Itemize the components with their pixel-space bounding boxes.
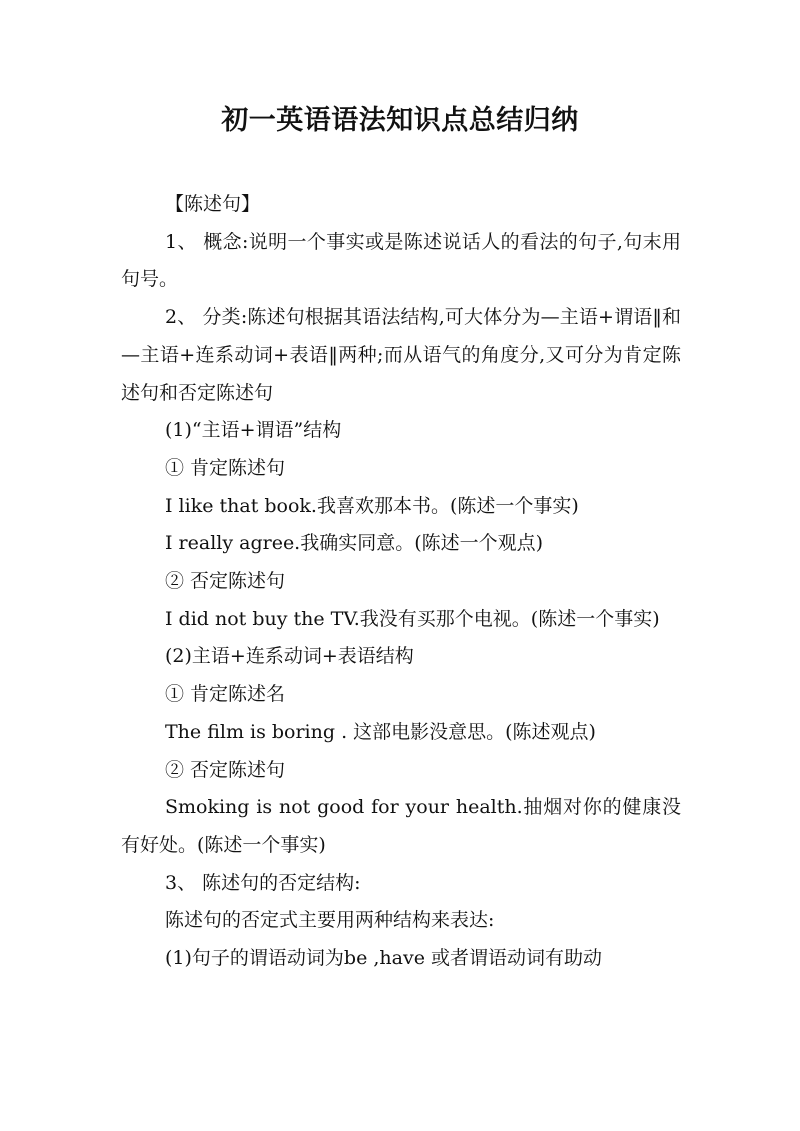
example-sentence: I did not buy the TV.我没有买那个电视。(陈述一个事实)	[165, 607, 660, 630]
page-title: 初一英语语法知识点总结归纳	[221, 105, 579, 136]
example-sentence: Smoking is not good for your health.抽烟对你的健康没有好处。(陈述一个事实)	[121, 796, 681, 856]
example-sentence: I like that book.我喜欢那本书。(陈述一个事实)	[165, 494, 579, 517]
paragraph: 陈述句的否定式主要用两种结构来表达:	[165, 909, 495, 932]
paragraph: 1、 概念:说明一个事实或是陈述说话人的看法的句子,句末用句号。	[121, 230, 681, 291]
paragraph: 3、 陈述句的否定结构:	[165, 871, 361, 894]
paragraph: 2、 分类:陈述句根据其语法结构,可大体分为—主语+谓语‖和—主语+连系动词+表语‖两种;而从语气的角度分,又可分为肯定陈述句和否定陈述句	[121, 306, 681, 404]
example-sentence: The film is boring . 这部电影没意思。(陈述观点)	[165, 720, 596, 743]
subheading: ① 肯定陈述名	[165, 683, 286, 706]
document-body	[121, 186, 681, 978]
subheading: ② 否定陈述句	[165, 758, 286, 781]
subheading: (1)“主语+谓语”结构	[165, 419, 342, 442]
subheading: (2)主语+连系动词+表语结构	[165, 645, 414, 668]
example-sentence: I really agree.我确实同意。(陈述一个观点)	[165, 532, 544, 555]
paragraph: (1)句子的谓语动词为be ,have 或者谓语动词有助动	[165, 947, 602, 970]
section-heading: 【陈述句】	[165, 193, 261, 215]
subheading: ② 否定陈述句	[165, 570, 286, 593]
subheading: ① 肯定陈述句	[165, 456, 286, 479]
